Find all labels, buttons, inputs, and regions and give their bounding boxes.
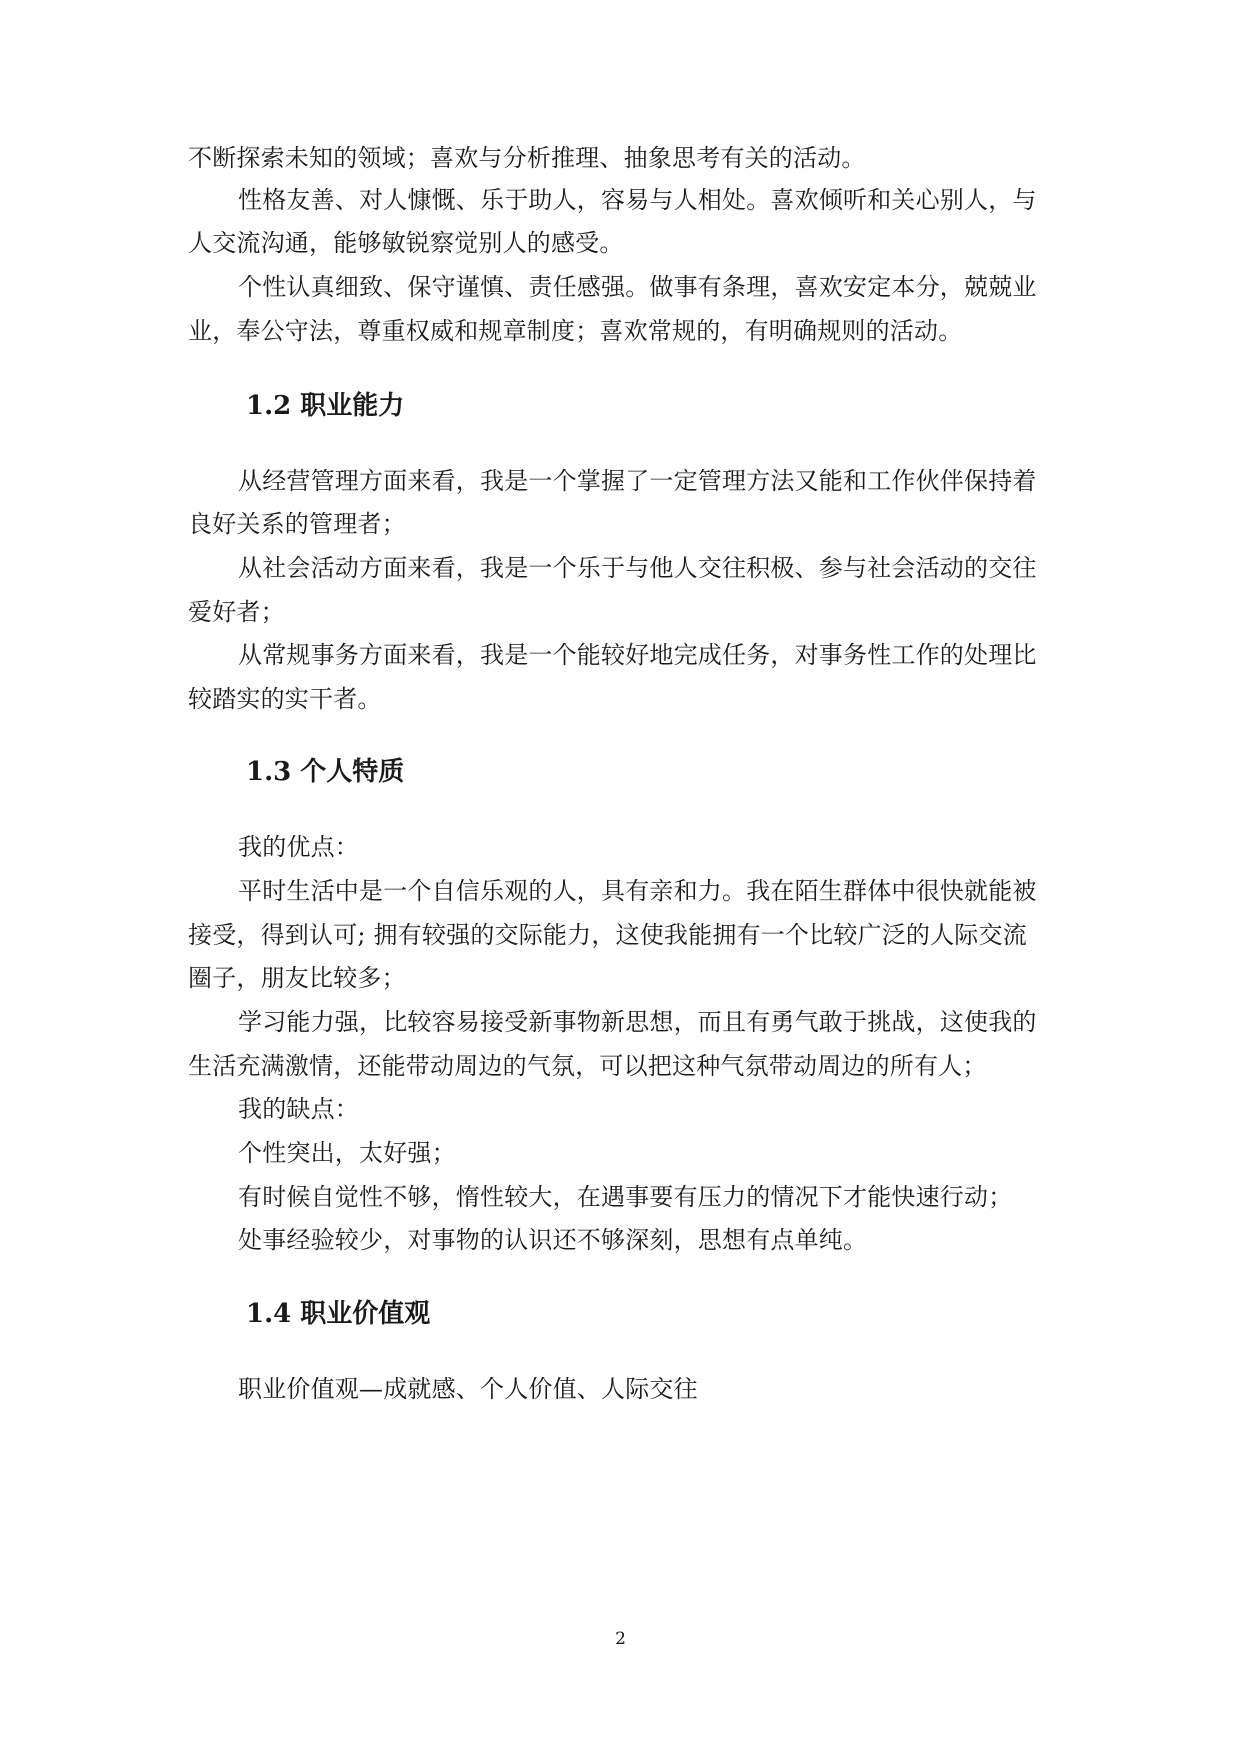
paragraph-line: 我的缺点：	[238, 1095, 359, 1123]
paragraph-line: 从经营管理方面来看，我是一个掌握了一定管理方法又能和工作伙伴保持着	[238, 467, 1037, 495]
paragraph-line: 接受，得到认可; 拥有较强的交际能力，这使我能拥有一个比较广泛的人际交流	[188, 921, 1027, 949]
paragraph-line: 性格友善、对人慷慨、乐于助人，容易与人相处。喜欢倾听和关心别人，与	[238, 186, 1037, 214]
paragraph-line: 圈子，朋友比较多；	[188, 964, 406, 992]
paragraph-line: 不断探索未知的领域；喜欢与分析推理、抽象思考有关的活动。	[188, 144, 866, 172]
paragraph-line: 较踏实的实干者。	[188, 685, 382, 713]
paragraph-line: 从常规事务方面来看，我是一个能较好地完成任务，对事务性工作的处理比	[238, 641, 1037, 669]
section-heading-1-2: 1.2 职业能力	[246, 391, 405, 421]
paragraph-line: 人交流沟通，能够敏锐察觉别人的感受。	[188, 229, 624, 257]
section-heading-1-4: 1.4 职业价值观	[246, 1299, 431, 1329]
paragraph-line: 从社会活动方面来看，我是一个乐于与他人交往积极、参与社会活动的交往	[238, 554, 1037, 582]
page-number: 2	[615, 1629, 626, 1649]
paragraph-line: 业，奉公守法，尊重权威和规章制度；喜欢常规的，有明确规则的活动。	[188, 317, 963, 345]
paragraph-line: 处事经验较少，对事物的认识还不够深刻，思想有点单纯。	[238, 1226, 868, 1254]
paragraph-line: 爱好者；	[188, 598, 285, 626]
paragraph-line: 我的优点：	[238, 833, 359, 861]
section-heading-1-3: 1.3 个人特质	[246, 757, 405, 787]
paragraph-line: 学习能力强，比较容易接受新事物新思想，而且有勇气敢于挑战，这使我的	[238, 1008, 1037, 1036]
paragraph-line: 平时生活中是一个自信乐观的人，具有亲和力。我在陌生群体中很快就能被	[238, 877, 1037, 905]
paragraph-line: 生活充满激情，还能带动周边的气氛，可以把这种气氛带动周边的所有人；	[188, 1052, 987, 1080]
paragraph-line: 个性突出，太好强；	[238, 1139, 456, 1167]
paragraph-line: 良好关系的管理者；	[188, 510, 406, 538]
paragraph-line: 职业价值观—成就感、个人价值、人际交往	[238, 1375, 698, 1403]
paragraph-line: 个性认真细致、保守谨慎、责任感强。做事有条理，喜欢安定本分，兢兢业	[238, 273, 1037, 301]
paragraph-line: 有时候自觉性不够，惰性较大，在遇事要有压力的情况下才能快速行动；	[238, 1183, 1013, 1211]
